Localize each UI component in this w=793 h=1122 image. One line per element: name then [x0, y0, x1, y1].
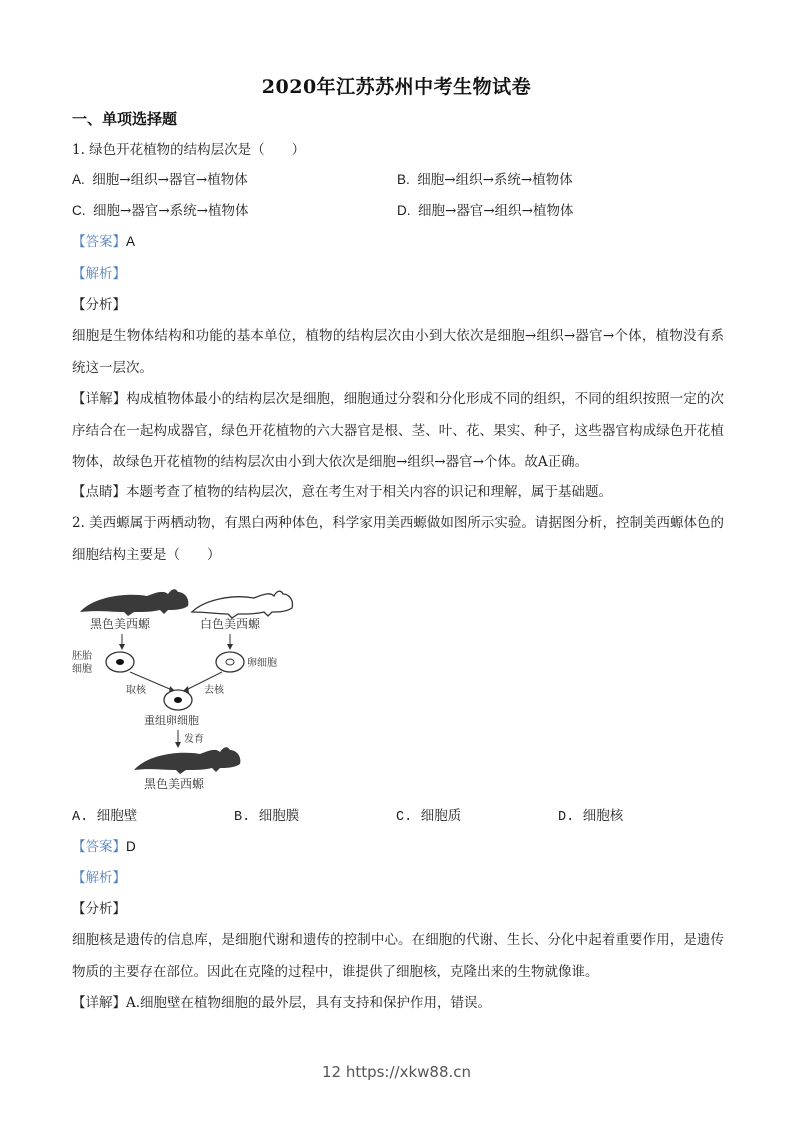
q2-answer	[72, 837, 136, 857]
recombined-egg-icon	[164, 690, 192, 710]
detail-text: A.细胞壁在植物细胞的最外层，具有支持和保护作用，错误。	[126, 995, 492, 1011]
option-letter: A.	[72, 172, 85, 187]
white-axolotl-icon	[192, 591, 292, 618]
option-text: 细胞→组织→系统→植物体	[417, 172, 573, 188]
q2-breakdown-text: 细胞核是遗传的信息库，是细胞代谢和遗传的控制中心。在细胞的代谢、生长、分化中起着重要作用，是遗传物质的主要存在部位。因此在克隆的过程中，谁提供了细胞核，克隆出来的生物就像谁。	[72, 932, 724, 980]
q2-analysis-label: 【解析】	[72, 870, 126, 886]
recombined-egg-label: 重组卵细胞	[144, 714, 199, 727]
q1-highlight	[72, 482, 612, 502]
q1-option-a[interactable]	[72, 170, 248, 190]
develop-label: 发育	[184, 734, 204, 745]
detail-label: 【详解】	[72, 995, 126, 1011]
option-letter: C.	[396, 810, 413, 825]
black-axolotl-icon	[80, 589, 188, 616]
option-text: 细胞→组织→器官→植物体	[92, 172, 248, 188]
option-text: 细胞膜	[258, 808, 300, 824]
option-letter: A.	[72, 810, 89, 825]
option-letter: C.	[72, 203, 86, 218]
detail-text: 构成植物体最小的结构层次是细胞，细胞通过分裂和分化形成不同的组织，不同的组织按照一定的次序结合在一起构成器官，绿色开花植物的六大器官是根、茎、叶、花、果实、种子，这些器官构成绿色开花植物体，故绿色开花植物的结构层次由小到大依次是细胞→组织→器官→个体。故A正确。	[72, 391, 725, 470]
section-heading: 一、单项选择题	[72, 110, 178, 128]
option-letter: B.	[397, 172, 410, 187]
embryo-cell-label-1: 胚胎	[72, 651, 92, 662]
answer-value: A	[126, 234, 136, 249]
white-axolotl-label: 白色美西螈	[200, 617, 261, 631]
option-text: 细胞核	[582, 808, 624, 824]
highlight-label: 【点睛】	[72, 484, 126, 500]
q2-option-a[interactable]	[72, 806, 137, 828]
option-letter: D.	[397, 203, 411, 218]
q2-option-b[interactable]	[234, 806, 299, 828]
option-letter: D.	[558, 810, 575, 825]
q1-option-b[interactable]	[397, 170, 573, 190]
option-letter: B.	[234, 810, 251, 825]
answer-label: 【答案】	[72, 234, 126, 250]
option-text: 细胞→器官→组织→植物体	[418, 203, 574, 219]
embryo-cell-icon	[106, 652, 134, 672]
embryo-cell-label-2: 细胞	[72, 664, 92, 675]
q2-breakdown-label: 【分析】	[72, 901, 126, 917]
result-axolotl-label: 黑色美西螈	[144, 777, 205, 791]
axolotl-experiment-figure	[72, 580, 302, 795]
answer-label: 【答案】	[72, 839, 126, 855]
q1-stem: 1. 绿色开花植物的结构层次是（ ）	[72, 142, 306, 158]
result-axolotl-icon	[134, 747, 240, 774]
q1-analysis-label: 【解析】	[72, 266, 126, 282]
highlight-text: 本题考查了植物的结构层次，意在考生对于相关内容的识记和理解，属于基础题。	[126, 484, 612, 500]
q1-breakdown-label: 【分析】	[72, 297, 126, 313]
q1-option-c[interactable]	[72, 201, 248, 221]
option-text: 细胞→器官→系统→植物体	[93, 203, 249, 219]
black-axolotl-label: 黑色美西螈	[90, 617, 151, 631]
q1-answer	[72, 232, 135, 252]
q2-option-d[interactable]	[558, 806, 623, 828]
detail-label: 【详解】	[72, 391, 127, 407]
q1-option-d[interactable]	[397, 201, 573, 221]
q2-stem: 2. 美西螈属于两栖动物，有黑白两种体色，科学家用美西螈做如图所示实验。请据图分析，控制美西螈体色的细胞结构主要是（ ）	[72, 515, 724, 563]
page-footer: 12 https://xkw88.cn	[321, 1063, 472, 1081]
answer-value: D	[126, 839, 136, 854]
q1-breakdown-text: 细胞是生物体结构和功能的基本单位，植物的结构层次由小到大依次是细胞→组织→器官→个体，植物没有系统这一层次。	[72, 328, 724, 376]
q2-detail	[72, 993, 491, 1013]
q2-option-c[interactable]	[396, 806, 461, 828]
q1-detail	[72, 384, 724, 479]
take-nucleus-label: 取核	[126, 685, 146, 696]
option-text: 细胞壁	[96, 808, 138, 824]
document-title: 2020年江苏苏州中考生物试卷	[261, 76, 532, 98]
option-text: 细胞质	[420, 808, 462, 824]
egg-cell-label: 卵细胞	[247, 658, 277, 669]
remove-nucleus-label: 去核	[204, 685, 224, 696]
egg-cell-icon	[216, 652, 244, 672]
